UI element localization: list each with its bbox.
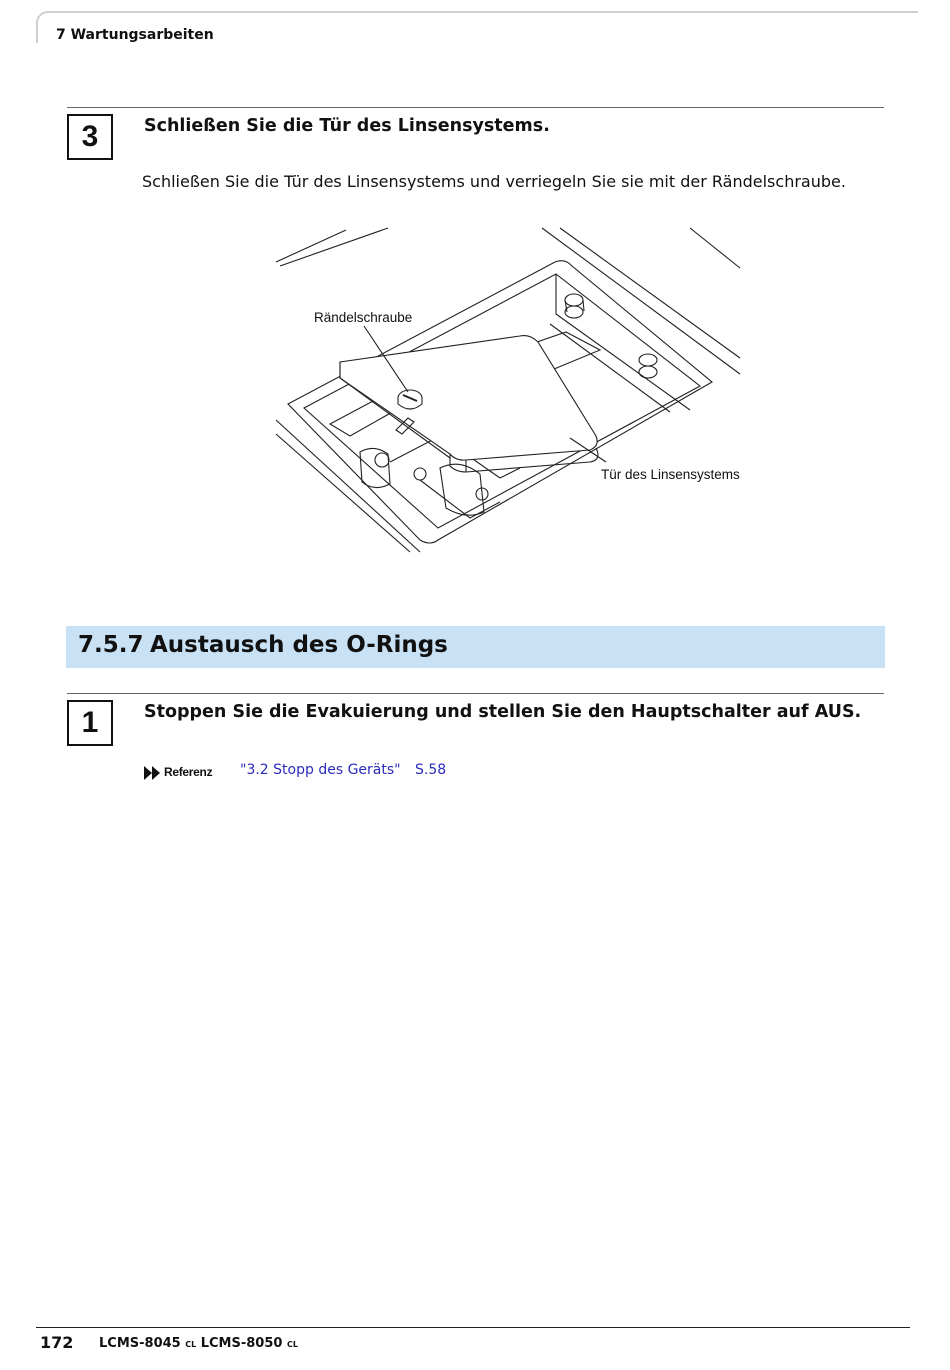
section-heading-bar xyxy=(66,626,885,668)
step-number: 1 xyxy=(81,706,99,739)
lens-door-illustration xyxy=(270,222,750,562)
model-b-suffix: CL xyxy=(286,1340,298,1349)
lens-door-label: Tür des Linsensystems xyxy=(601,467,740,482)
step-number: 3 xyxy=(81,120,99,153)
step-body-text: Schließen Sie die Tür des Linsensystems und verriegeln Sie sie mit der Rändelschraube. xyxy=(142,172,846,191)
reference-label: Referenz xyxy=(164,765,213,779)
step-divider xyxy=(67,107,884,108)
step-number-box xyxy=(67,700,113,746)
chapter-header: 7 Wartungsarbeiten xyxy=(56,27,214,43)
page-number: 172 xyxy=(40,1333,74,1352)
section-title: Austausch des O-Rings xyxy=(150,632,448,658)
reference-marker xyxy=(144,762,212,782)
section-number: 7.5.7 xyxy=(78,632,144,658)
model-a: LCMS-8045 xyxy=(99,1336,181,1351)
thumb-screw-label: Rändelschraube xyxy=(314,310,413,325)
step-number-box xyxy=(67,114,113,160)
reference-page: S.58 xyxy=(415,762,447,778)
step-title: Schließen Sie die Tür des Linsensystems. xyxy=(144,116,550,136)
reference-link-text: "3.2 Stopp des Geräts" xyxy=(240,762,401,778)
model-a-suffix: CL xyxy=(185,1340,197,1349)
step-title: Stoppen Sie die Evakuierung und stellen Sie den Hauptschalter auf AUS. xyxy=(144,702,862,722)
model-b: LCMS-8050 xyxy=(200,1336,283,1351)
double-arrow-icon xyxy=(144,765,162,779)
footer-rule xyxy=(36,1327,910,1328)
model-names xyxy=(99,1336,298,1351)
reference-link[interactable] xyxy=(240,762,446,778)
step-divider xyxy=(67,693,884,694)
